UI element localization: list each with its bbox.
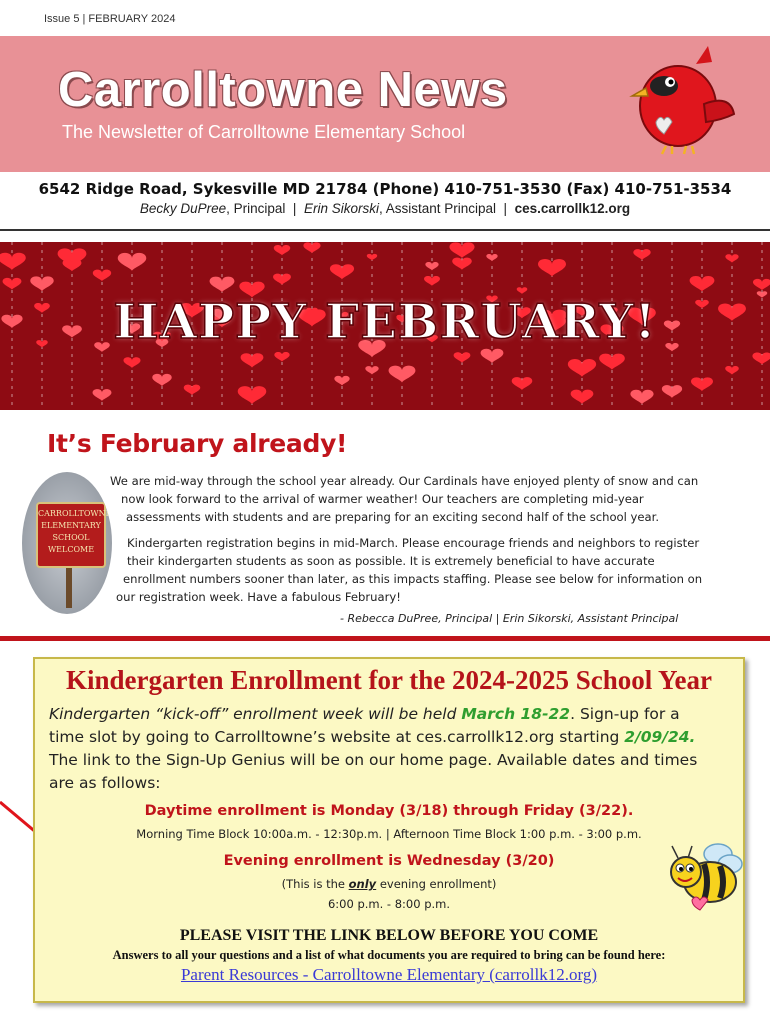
evening-note-text: (This is the [281,877,349,891]
daytime-heading: Daytime enrollment is Monday (3/18) through Friday (3/22). [144,803,634,819]
heart-shape [725,366,739,375]
intro-text: The link to the Sign-Up Genius will be on our home page. Available dates and times are as follows: [49,751,698,792]
evening-note [35,877,743,891]
heart-shape [30,276,53,291]
heart-shape [725,254,738,262]
evening-times: 6:00 p.m. - 8:00 p.m. [327,897,451,911]
heart-shape [210,277,235,293]
intro-text: . Sign-up for a time slot by going to Carrolltowne’s website at ces.carrollk12.org starting [49,705,680,746]
answers-notice: Answers to all your questions and a list of what documents you are required to bring can be found here: [112,948,666,962]
assistant-principal-title: , Assistant Principal [378,201,497,216]
visit-notice: PLEASE VISIT THE LINK BELOW BEFORE YOU COME [179,927,599,944]
article-signoff: - Rebecca DuPree, Principal | Erin Sikorski, Assistant Principal [340,612,679,625]
heart-shape [365,366,378,375]
heart-shape [367,254,377,261]
heart-shape [0,253,26,271]
heart-shape [571,390,594,404]
enrollment-intro [49,703,699,795]
bee-icon [666,836,746,916]
school-address: 6542 Ridge Road, Sykesville MD 21784 (Phone) 410-751-3530 (Fax) 410-751-3534 [38,180,732,198]
heart-shape [334,376,349,386]
article-paragraph-2-line: enrollment numbers sooner than later, as this impacts staffing. Please see below for information on [123,572,703,586]
evening-heading: Evening enrollment is Wednesday (3/20) [223,853,555,869]
heart-shape [690,276,715,292]
heart-shape [152,374,171,386]
article-paragraph-1-line: We are mid-way through the school year already. Our Cardinals have enjoyed plenty of snow and can [110,474,699,488]
divider [0,229,770,231]
heart-shape [123,357,140,368]
heart-shape [753,279,770,291]
enrollment-box [33,657,745,1003]
daytime-times: Morning Time Block 10:00a.m. - 12:30p.m. | Afternoon Time Block 1:00 p.m. - 3:00 p.m. [136,827,642,841]
parent-resources-link[interactable]: Parent Resources - Carrolltowne Elementary (carrollk12.org) [180,965,598,984]
heart-shape [630,390,653,405]
article-headline: It’s February already! [47,429,348,458]
sign-post [66,568,72,608]
newsletter-subtitle: The Newsletter of Carrolltowne Elementary School [62,122,466,142]
masthead [0,36,770,172]
staff-separator: | [292,201,297,216]
heart-shape [424,276,440,286]
heart-shape [3,278,22,290]
heart-shape [486,254,497,261]
heart-shape [425,262,438,270]
sign-line: WELCOME [47,545,95,554]
heart-shape [517,287,528,294]
heart-shape [93,389,112,401]
assistant-principal-name: Erin Sikorski [303,201,379,216]
school-website[interactable]: ces.carrollk12.org [514,201,631,216]
article-paragraph-2-line: our registration week. Have a fabulous February! [116,590,401,604]
newsletter-title: Carrolltowne News [58,63,508,117]
heart-shape [389,366,416,383]
heart-shape [568,359,596,377]
heart-shape [481,349,504,364]
heart-shape [274,245,290,256]
heart-shape [454,352,471,363]
article-paragraph-1-line: now look forward to the arrival of warmer weather! Our teachers are completing mid-year [121,492,644,506]
article-paragraph-2-line: their kindergarten students as soon as possible. It is extremely beneficial to have accurate [127,554,655,568]
signup-start-date: 2/09/24. [624,728,696,746]
sign-line: CARROLLTOWNE [38,509,112,518]
evening-note-emphasis: only [348,877,377,891]
enrollment-week-dates: March 18-22 [461,705,571,723]
heart-shape [93,270,111,282]
heart-shape [274,352,289,362]
heart-shape [752,353,770,365]
sign-line: ELEMENTARY SCHOOL [41,521,101,542]
principal-name: Becky DuPree [139,201,227,216]
school-sign-photo [22,472,112,614]
section-divider [0,636,770,641]
heart-shape [118,253,147,271]
article-paragraph-1-line: assessments with students and are preparing for an exciting second half of the school year. [126,510,660,524]
staff-line [0,201,770,216]
staff-separator-2: | [503,201,508,216]
principal-title: , Principal [226,201,286,216]
banner-headline: HAPPY FEBRUARY! [113,294,657,350]
intro-text: Kindergarten “kick-off” enrollment week will be held [49,705,462,723]
evening-note-text: evening enrollment) [376,877,497,891]
school-sign [36,502,112,568]
article-paragraph-2-line: Kindergarten registration begins in mid-March. Please encourage friends and neighbors to register [127,536,700,550]
enrollment-title: Kindergarten Enrollment for the 2024-2025 School Year [66,665,712,695]
february-banner [0,242,770,410]
cardinal-mascot-icon [626,44,736,156]
issue-line: Issue 5 | FEBRUARY 2024 [44,13,176,25]
heart-shape [538,259,566,277]
